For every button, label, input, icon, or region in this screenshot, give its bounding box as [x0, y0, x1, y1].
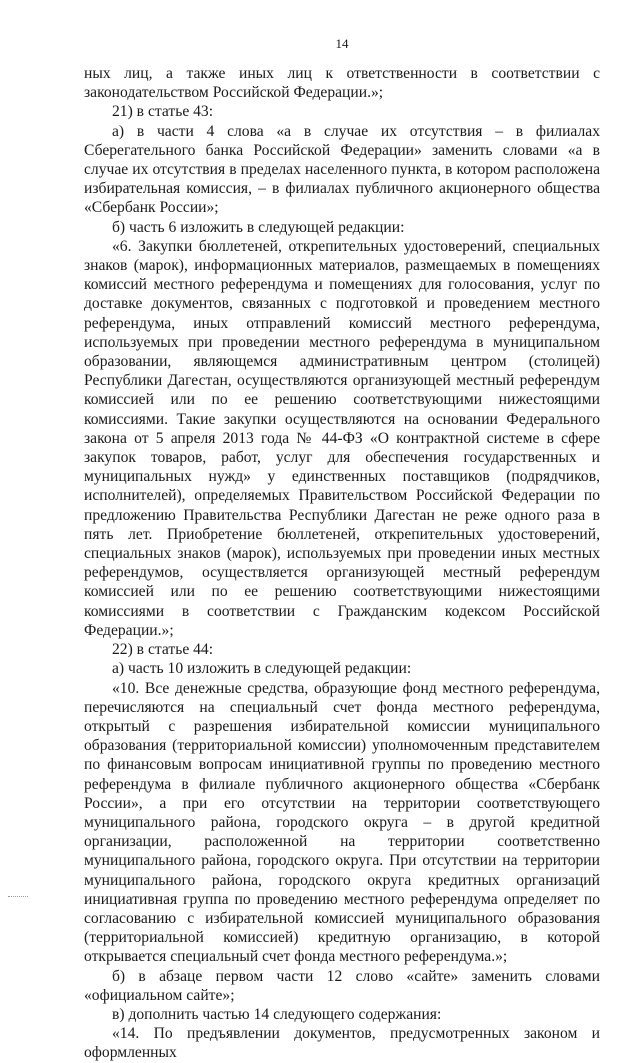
paragraph-part-10: «10. Все денежные средства, образующие фонд местного референдума, перечисляются на специальный счет фонда местного референдума, открытый с разрешения избирательной комиссии муниципального образования (территориальной комиссии) уполномоченным представителем по финансовым вопросам инициативной группы по проведению местного референдума в филиале публичного акционерного общества «Сбербанк России», а при его отсутствии на территории соответствующего муниципального района, городского округа – в другой кредитной организации, расположенной на территории соответственно муниципального района, городского округа. При отсутствии на территории муниципального района, городского округа кредитных организаций инициативная группа по проведению местного референдума определяет по согласованию с избирательной комиссией муниципального образования (территориальной комиссией) кредитную организацию, в которой открывается специальный счет фонда местного референдума.»; — [84, 679, 600, 966]
paragraph-item-21: 21) в статье 43: — [112, 103, 214, 121]
paragraph-item-22b: б) в абзаце первом части 12 слово «сайте» заменить словами «официальном сайте»; — [84, 967, 600, 1004]
paragraph-part-14: «14. По предъявлении документов, предусмотренных законом и оформленных — [84, 1025, 600, 1062]
paragraph-item-21a: а) в части 4 слова «а в случае их отсутствия – в филиалах Сберегательного банка Российской Федерации» заменить словами «а в случае их отсутствия в пределах населенного пункта, в котором расположена избирательная комиссия, – в филиалах публичного акционерного общества «Сбербанк России»; — [84, 122, 600, 217]
paragraph-item-21b: б) часть 6 изложить в следующей редакции: — [112, 218, 405, 236]
paragraph-continuation: ных лиц, а также иных лиц к ответственности в соответствии с законодательством Российской Федерации.»; — [84, 65, 600, 102]
paragraph-part-6: «6. Закупки бюллетеней, открепительных удостоверений, специальных знаков (марок), информационных материалов, размещаемых в помещениях комиссий местного референдума и помещениях для голосования, услуг по доставке документов, связанных с подготовкой и проведением местного референдума, иных отправлений комиссий местного референдума, используемых при проведении местного референдума в муниципальном образовании, являющемся административным центром (столицей) Республики Дагестан, осуществляются организующей местный референдум комиссией или по ее решению соответствующими нижестоящими комиссиями. Такие закупки осуществляются на основании Федерального закона от 5 апреля 2013 года № 44-ФЗ «О контрактной системе в сфере закупок товаров, работ, услуг для обеспечения государственных и муниципальных нужд» у единственных поставщиков (подрядчиков, исполнителей), определяемых Правительством Российской Федерации по предложению Правительства Республики Дагестан не реже одного раза в пять лет. Приобретение бюллетеней, открепительных удостоверений, специальных знаков (марок), используемых при проведении иных местных референдумов, осуществляется организующей местный референдум комиссией или по ее решению соответствующими нижестоящими комиссиями в соответствии с Гражданским кодексом Российской Федерации.»; — [84, 237, 600, 639]
scan-artifact — [8, 896, 28, 901]
page-number: 14 — [335, 36, 349, 51]
paragraph-item-22a: а) часть 10 изложить в следующей редакции: — [112, 660, 412, 678]
paragraph-item-22: 22) в статье 44: — [112, 641, 214, 659]
paragraph-item-22v: в) дополнить частью 14 следующего содержания: — [112, 1005, 442, 1023]
document-body — [84, 64, 600, 1063]
